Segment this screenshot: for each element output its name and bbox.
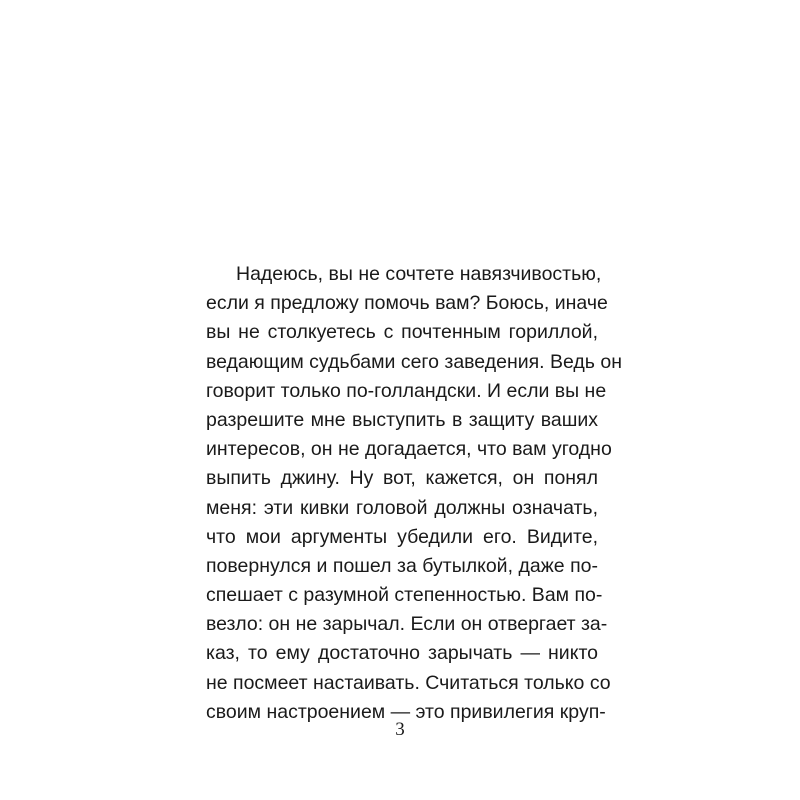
text-line: разрешите мне выступить в защиту ваших (206, 408, 598, 431)
page-number: 3 (395, 719, 405, 740)
text-line: спешает с разумной степенностью. Вам по- (206, 584, 603, 607)
body-paragraph (206, 260, 622, 727)
text-line: ведающим судьбами сего заведения. Ведь он (206, 350, 622, 373)
text-line: что мои аргументы убедили его. Видите, (206, 525, 598, 548)
text-line: каз, то ему достаточно зарычать — никто (206, 642, 598, 665)
text-line: повернулся и пошел за бутылкой, даже по- (206, 554, 598, 577)
text-line: меня: эти кивки головой должны означать, (206, 496, 598, 519)
text-line: везло: он не зарычал. Если он отвергает за- (206, 613, 608, 636)
text-line: своим настроением — это привилегия круп- (206, 700, 606, 723)
text-line: говорит только по-голландски. И если вы не (206, 379, 607, 402)
text-line: не посмеет настаивать. Считаться только со (206, 671, 611, 694)
text-line: выпить джину. Ну вот, кажется, он понял (206, 467, 598, 490)
text-line: интересов, он не догадается, что вам угодно (206, 438, 612, 461)
text-line: Надеюсь, вы не сочтете навязчивостью, (236, 263, 602, 285)
text-line: если я предложу помочь вам? Боюсь, иначе (206, 292, 608, 315)
text-line: вы не столкуетесь с почтенным гориллой, (206, 321, 598, 344)
